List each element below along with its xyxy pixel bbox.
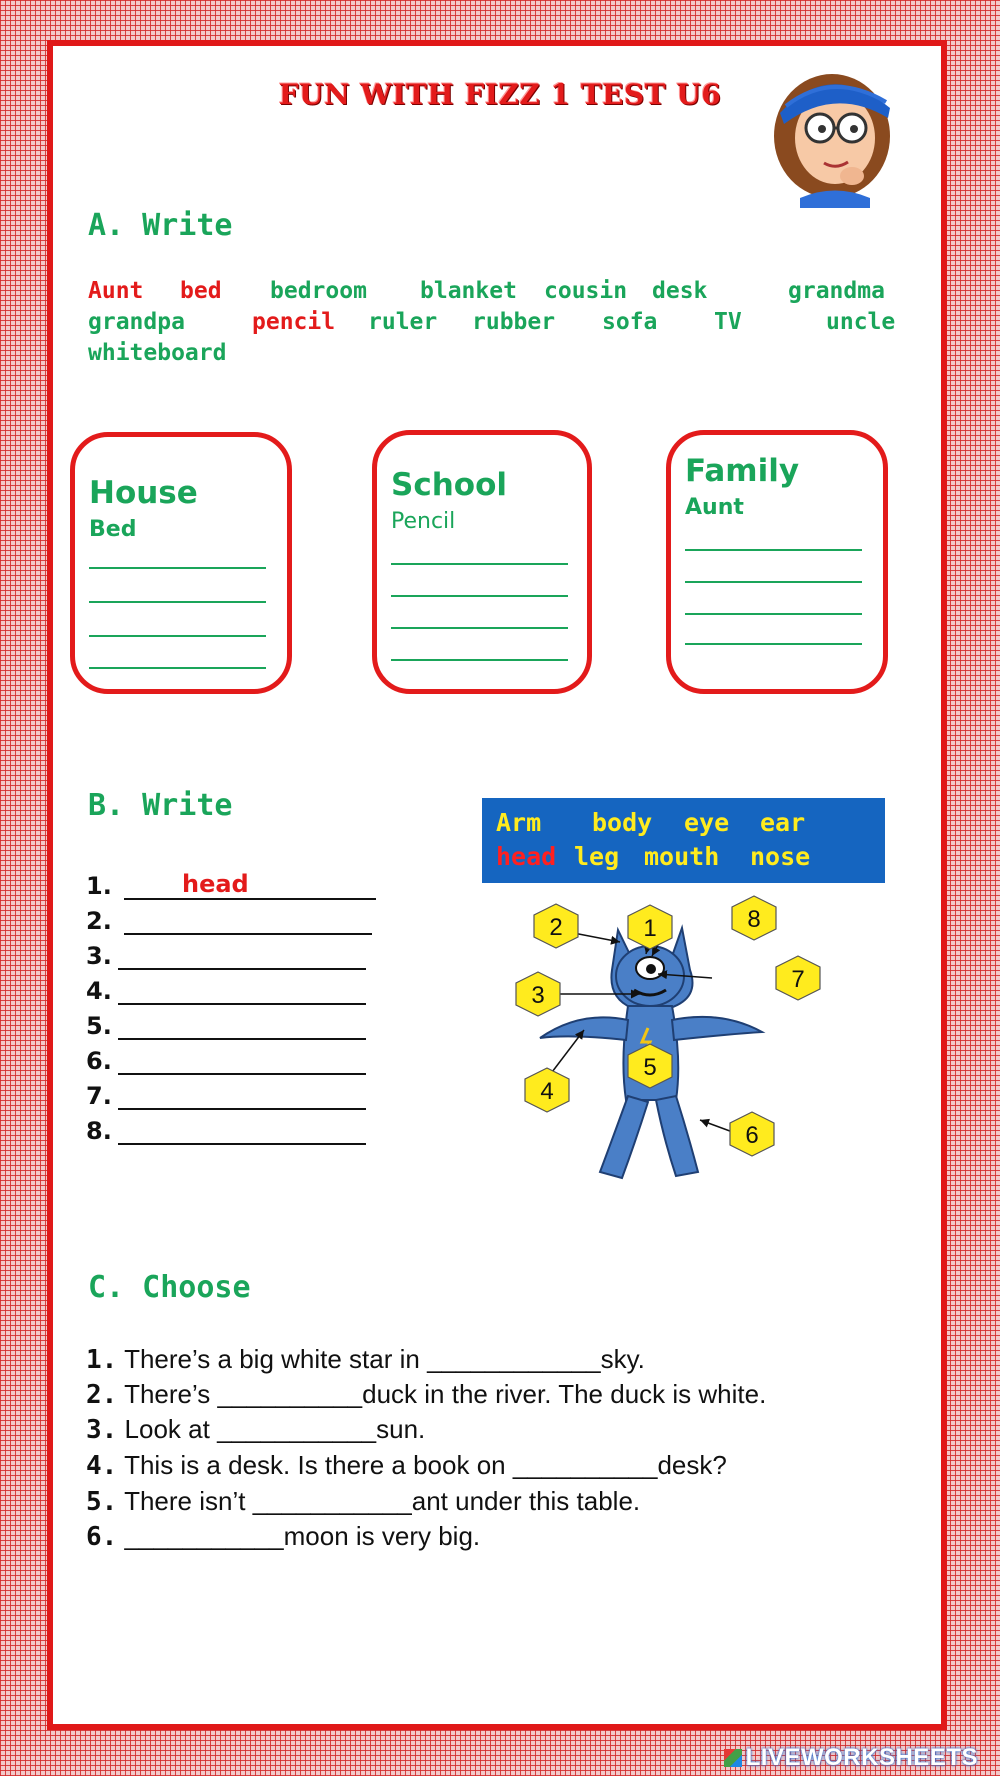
item-number: 1.: [86, 1345, 118, 1375]
svg-text:4: 4: [540, 1078, 554, 1105]
section-b-heading: B. Write: [88, 788, 233, 823]
choose-item: [86, 1379, 766, 1410]
liveworksheets-watermark: [724, 1744, 978, 1772]
word-bank-item: leg: [574, 842, 620, 871]
item-text-after: desk?: [657, 1450, 727, 1480]
category-example: Aunt: [685, 495, 744, 520]
choose-item: [86, 1344, 645, 1375]
item-number: 1.: [86, 872, 112, 900]
choose-item: [86, 1414, 425, 1445]
category-example: Bed: [89, 517, 137, 542]
item-number: 6.: [86, 1047, 112, 1075]
hexagon-label-6: [730, 1112, 774, 1156]
word-bank-item: rubber: [472, 309, 556, 335]
item-number: 4.: [86, 977, 112, 1005]
word-bank-item: sofa: [602, 309, 658, 335]
choose-item: [86, 1521, 480, 1552]
hexagon-label-8: [732, 896, 776, 940]
svg-text:2: 2: [549, 914, 563, 941]
answer-line[interactable]: [118, 1073, 366, 1075]
item-number: 6.: [86, 1522, 118, 1552]
svg-text:5: 5: [643, 1054, 657, 1081]
item-text-before: Look at: [124, 1414, 218, 1444]
item-number: 7.: [86, 1082, 112, 1110]
item-text-before: There’s a big white star in: [124, 1344, 428, 1374]
word-bank-item: cousin: [544, 278, 628, 304]
item-number: 4.: [86, 1451, 118, 1481]
word-bank-item: whiteboard: [88, 340, 227, 366]
answer-line[interactable]: [118, 1143, 366, 1145]
item-text-after: moon is very big.: [283, 1521, 481, 1551]
item-number: 3.: [86, 942, 112, 970]
word-bank-item: mouth: [644, 842, 720, 871]
word-bank-item: bedroom: [270, 278, 367, 304]
body-parts-word-bank: [482, 798, 885, 883]
word-bank-item: blanket: [420, 278, 517, 304]
word-bank-item: TV: [714, 309, 742, 335]
word-bank-item: ruler: [368, 309, 438, 335]
watermark-text: LIVEWORKSHEETS: [745, 1744, 978, 1771]
item-text-after: sky.: [600, 1344, 645, 1374]
word-bank-item: desk: [652, 278, 708, 304]
svg-text:3: 3: [531, 982, 545, 1009]
category-box-family: [666, 430, 888, 694]
word-bank-item: Aunt: [88, 278, 144, 304]
svg-text:6: 6: [745, 1122, 759, 1149]
category-box-house: [70, 432, 292, 694]
liveworksheets-logo-icon: [724, 1749, 742, 1767]
answer-blank[interactable]: ___________: [124, 1521, 284, 1551]
answer-line[interactable]: [89, 635, 266, 637]
answer-text: head: [182, 870, 249, 898]
category-box-school: [372, 430, 592, 694]
answer-line[interactable]: [118, 1003, 366, 1005]
answer-line[interactable]: [124, 898, 376, 900]
hexagon-label-3: [516, 972, 560, 1016]
item-number: 2.: [86, 1380, 118, 1410]
word-bank-item: Arm: [496, 808, 542, 837]
word-bank-item: uncle: [826, 309, 896, 335]
category-example: Pencil: [391, 509, 456, 534]
word-bank-item: bed: [180, 278, 222, 304]
answer-line[interactable]: [124, 933, 372, 935]
answer-blank[interactable]: ___________: [252, 1486, 412, 1516]
answer-blank[interactable]: ___________: [217, 1414, 377, 1444]
cat-body-parts-diagram: [500, 890, 840, 1210]
word-bank-item: head: [496, 842, 557, 871]
page-title: FUN WITH FIZZ 1 TEST U6: [278, 78, 722, 111]
answer-blank[interactable]: ____________: [427, 1344, 601, 1374]
item-text-before: There isn’t: [124, 1486, 253, 1516]
choose-item: [86, 1450, 727, 1481]
word-bank-item: grandma: [788, 278, 885, 304]
answer-line[interactable]: [89, 667, 266, 669]
hexagon-label-7: [776, 956, 820, 1000]
item-text-after: sun.: [376, 1414, 426, 1444]
answer-line[interactable]: [391, 659, 568, 661]
word-bank-item: grandpa: [88, 309, 185, 335]
hexagon-label-2: [534, 904, 578, 948]
word-bank-item: ear: [760, 808, 806, 837]
word-bank-item: pencil: [252, 309, 336, 335]
category-title: Family: [685, 453, 800, 489]
category-title: School: [391, 467, 507, 503]
word-bank-item: nose: [750, 842, 811, 871]
word-bank-item: eye: [684, 808, 730, 837]
svg-text:1: 1: [643, 915, 657, 942]
hexagon-label-1: [628, 905, 672, 949]
item-text-before: There’s: [124, 1379, 218, 1409]
section-c-heading: C. Choose: [88, 1270, 251, 1305]
teacher-avatar-image: [760, 58, 910, 208]
answer-line[interactable]: [89, 567, 266, 569]
svg-text:8: 8: [747, 906, 761, 933]
answer-line[interactable]: [89, 601, 266, 603]
item-text-after: ant under this table.: [411, 1486, 641, 1516]
answer-line[interactable]: [685, 581, 862, 583]
item-number: 5.: [86, 1487, 118, 1517]
answer-line[interactable]: [685, 549, 862, 551]
answer-line[interactable]: [391, 595, 568, 597]
svg-text:7: 7: [791, 966, 805, 993]
answer-blank[interactable]: __________: [512, 1450, 658, 1480]
category-title: House: [89, 475, 198, 511]
answer-line[interactable]: [391, 627, 568, 629]
answer-line[interactable]: [118, 1108, 366, 1110]
item-number: 5.: [86, 1012, 112, 1040]
section-a-heading: A. Write: [88, 208, 233, 243]
answer-blank[interactable]: __________: [217, 1379, 363, 1409]
item-number: 3.: [86, 1415, 118, 1445]
word-bank-item: body: [592, 808, 653, 837]
answer-line[interactable]: [118, 1038, 366, 1040]
answer-line[interactable]: [685, 613, 862, 615]
hexagon-label-4: [525, 1068, 569, 1112]
item-number: 8.: [86, 1117, 112, 1145]
item-text-after: duck in the river. The duck is white.: [362, 1379, 767, 1409]
answer-line[interactable]: [391, 563, 568, 565]
choose-item: [86, 1486, 640, 1517]
item-number: 2.: [86, 907, 112, 935]
answer-line[interactable]: [118, 968, 366, 970]
item-text-before: This is a desk. Is there a book on: [124, 1450, 513, 1480]
answer-line[interactable]: [685, 643, 862, 645]
